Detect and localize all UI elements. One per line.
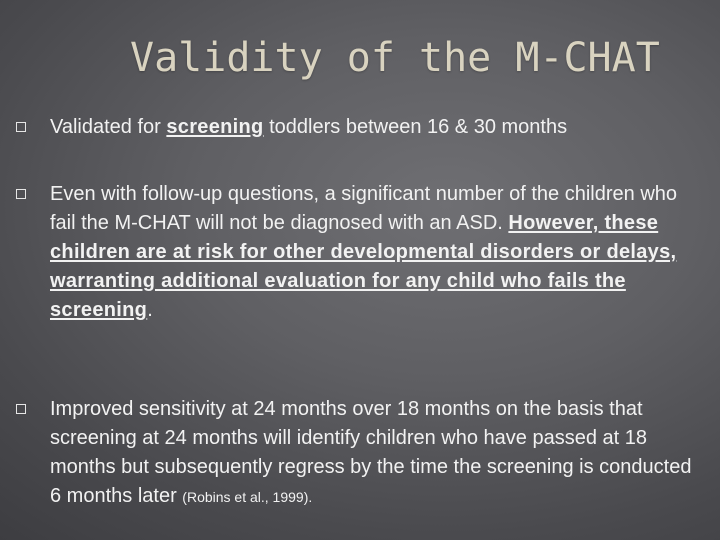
citation: (Robins et al., 1999). xyxy=(182,489,313,505)
bullet-text-segment: toddlers between 16 & 30 months xyxy=(263,116,568,138)
emphasized-statement: However, these children are at risk for other developmental disorders or delays, warranting additional evaluation for any child who fails the screening xyxy=(50,212,677,321)
square-bullet-icon xyxy=(16,404,26,414)
bullet-text xyxy=(50,180,695,325)
square-bullet-icon xyxy=(16,189,26,199)
bullet-text xyxy=(50,395,695,512)
bullet-text-segment: Improved sensitivity at 24 months over 18 months on the basis that screening at 24 months will identify children who have passed at 18 months but subsequently regress by the time the screening is conducted 6 months later xyxy=(50,398,692,507)
square-bullet-icon xyxy=(16,122,26,132)
underlined-term: screening xyxy=(166,116,264,138)
slide-title: Validity of the M-CHAT xyxy=(130,35,660,81)
bullet-text-segment: . xyxy=(147,299,153,321)
bullet-text xyxy=(50,113,695,142)
bullet-text-segment: Validated for xyxy=(50,116,167,138)
bullet-text-segment: Even with follow-up questions, a significant number of the children who fail the M-CHAT will not be diagnosed with an ASD. xyxy=(50,183,678,234)
